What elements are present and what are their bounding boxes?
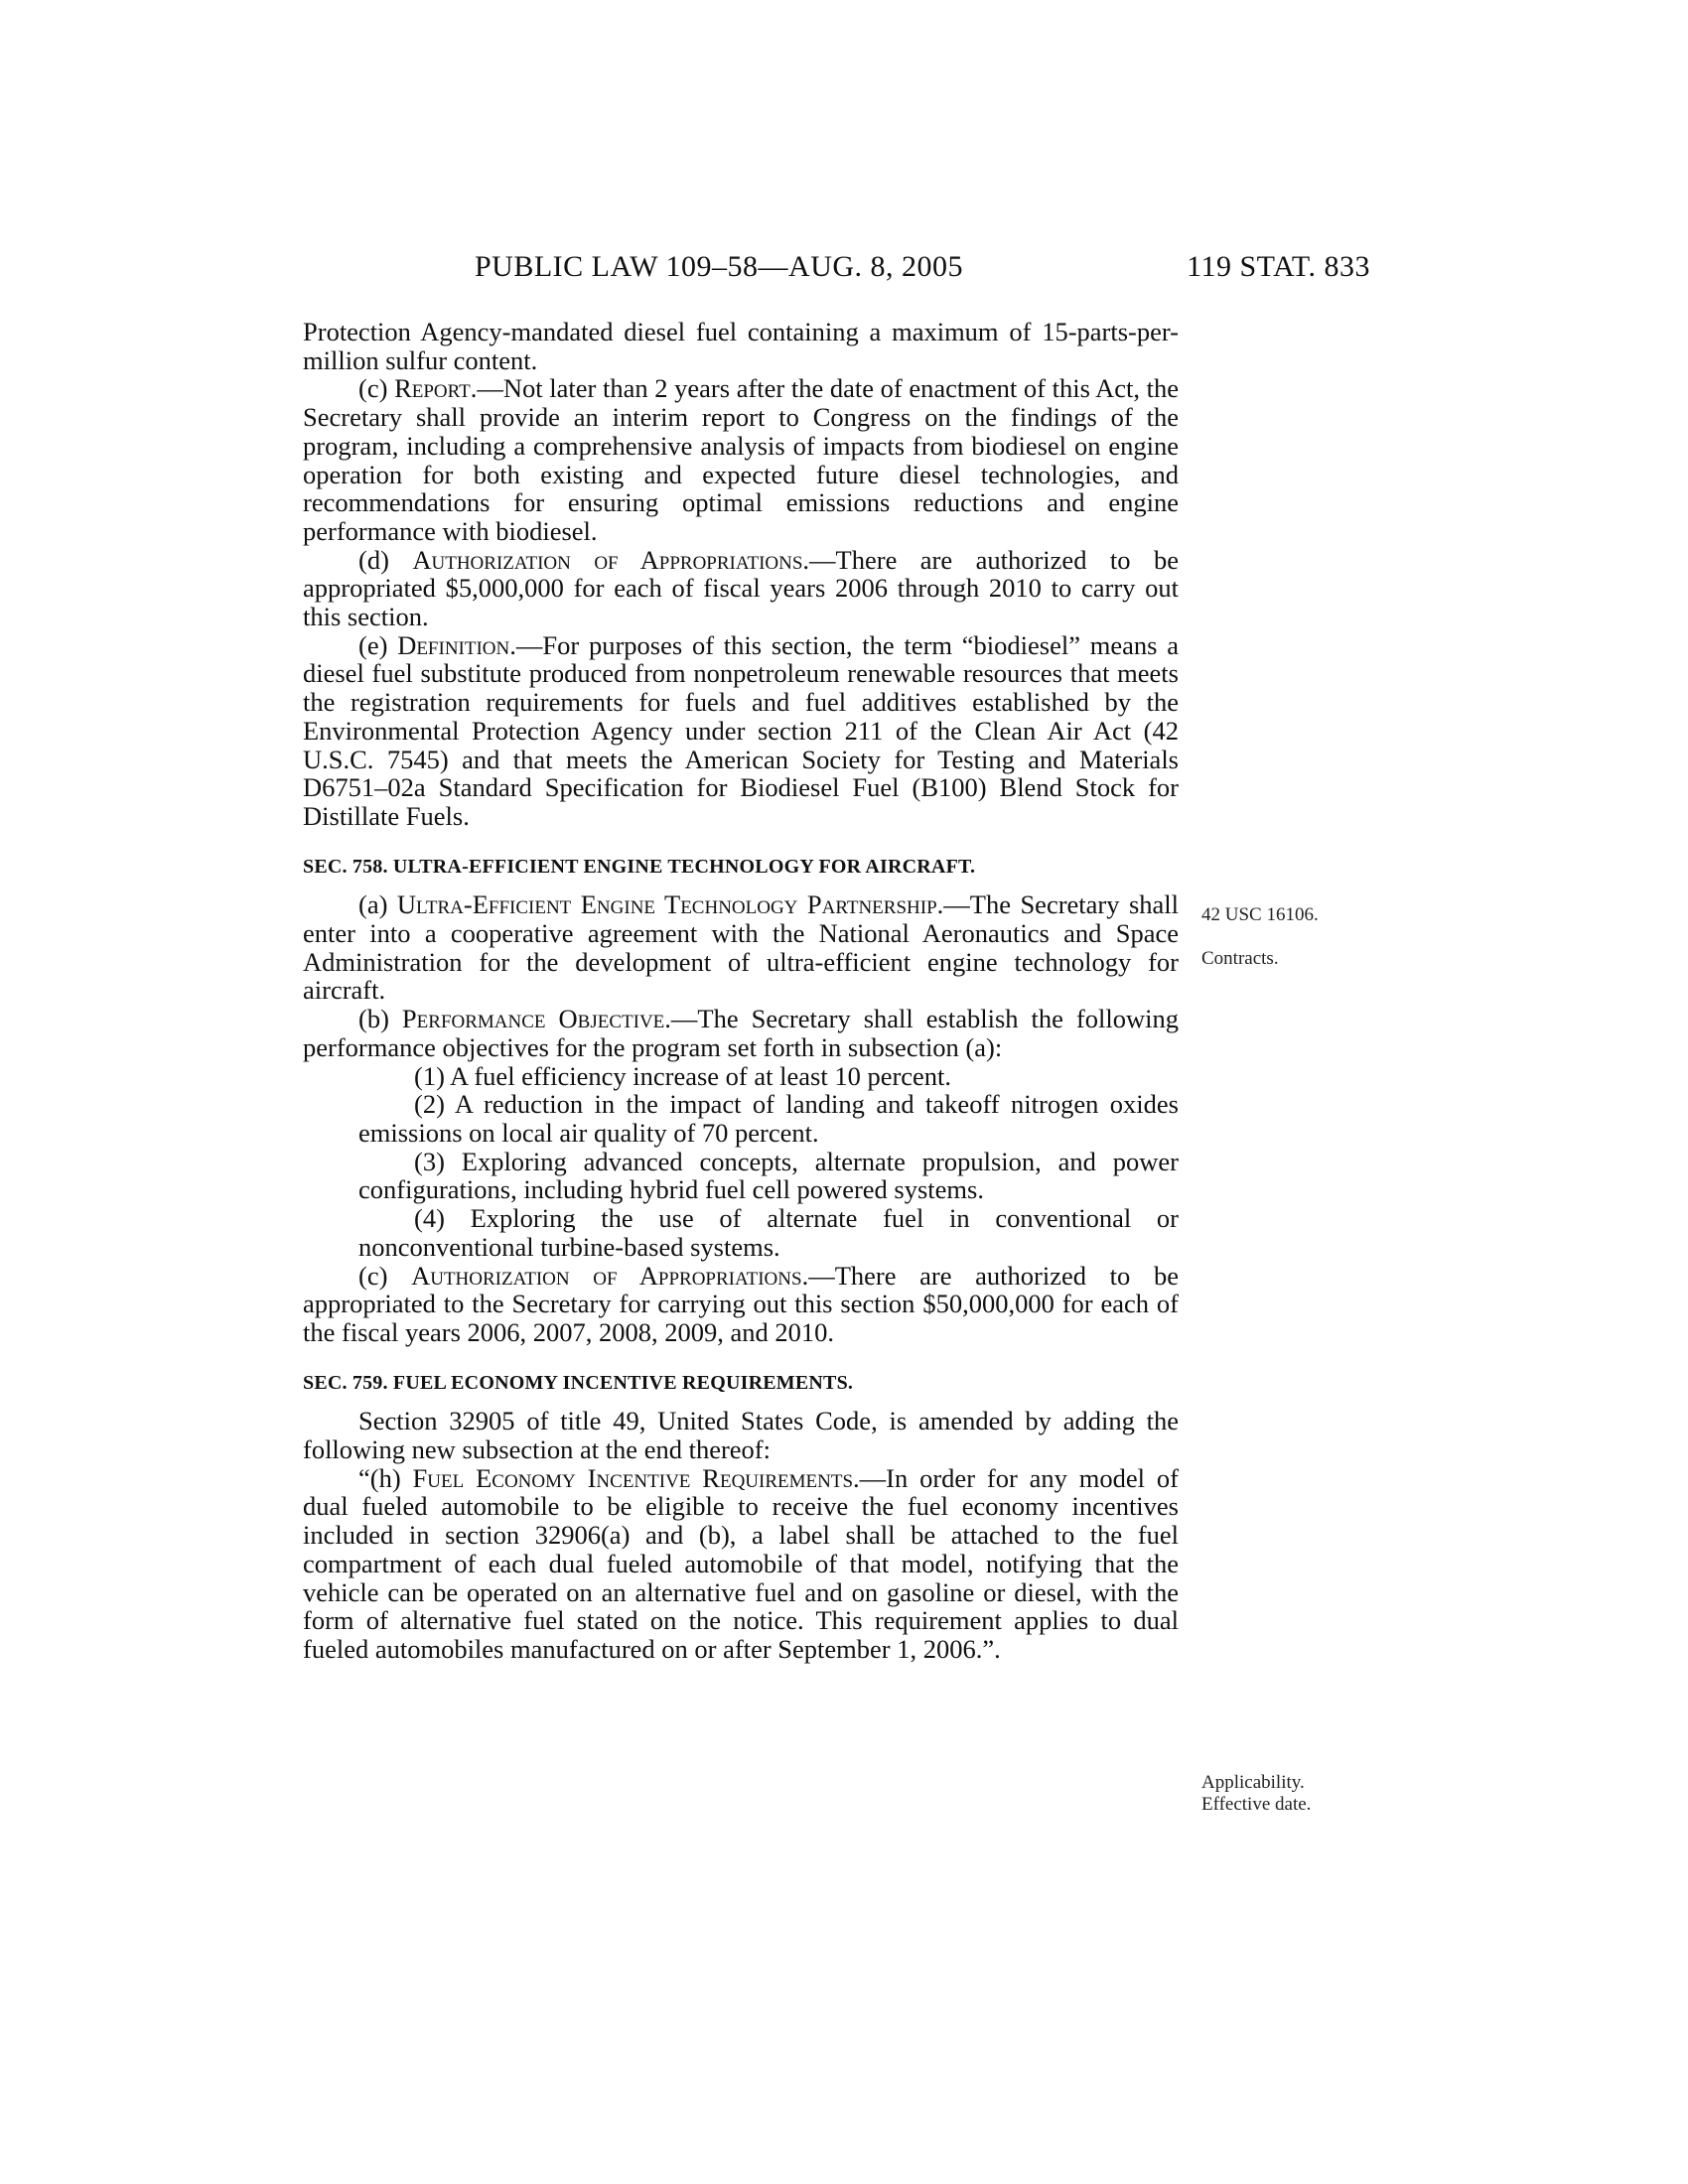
section-759-subsection-h: “(h) Fuel Economy Incentive Requirements.—In order for any model of dual fueled automobile to be eligible to receive the fuel economy incentives included in section 32906(a) and (b), a label shall be attached to the fuel compartment of each dual fueled automobile of that model, notifying that the vehicle can be operated on an alternative fuel and on gasoline or diesel, with the form of alternative fuel stated on the notice. This requirement applies to dual fueled automobiles manufactured on or after September 1, 2006.”. (303, 1462, 1179, 1664)
statute-page-number: 119 STAT. 833 (1187, 250, 1370, 283)
objective-item-4: (4) Exploring the use of alternate fuel in conventional or nonconventional turbine-based systems. (358, 1203, 1179, 1262)
subsection-e-definition: (e) Definition.—For purposes of this section, the term “biodiesel” means a diesel fuel substitute produced from nonpetroleum renewable resources that meets the registration requirements for fuels and fuel additives established by the Environmental Protection Agency under section 211 of the Clean Air Act (42 U.S.C. 7545) and that meets the American Society for Testing and Materials D6751–02a Standard Specification for Biodiesel Fuel (B100) Blend Stock for Distillate Fuels. (303, 629, 1179, 831)
section-759-heading: SEC. 759. FUEL ECONOMY INCENTIVE REQUIREMENTS. (303, 1371, 854, 1394)
margin-note-effective-date: Effective date. (1201, 1794, 1312, 1815)
section-758-subsection-a: (a) Ultra-Efficient Engine Technology Partnership.—The Secretary shall enter into a cooperative agreement with the National Aeronautics and Space Administration for the development of ultra-efficient engine technology for aircraft. (303, 889, 1179, 1006)
subsection-heading: Authorization of Appropriations (411, 1260, 802, 1291)
subsection-heading: Performance Objective (401, 1004, 665, 1034)
section-758-subsection-b: (b) Performance Objective.—The Secretary shall establish the following performance objectives for the program set forth in subsection (a): (303, 1004, 1179, 1062)
objective-item-2: (2) A reduction in the impact of landing and takeoff nitrogen oxides emissions on local air quality of 70 percent. (358, 1089, 1179, 1148)
margin-note-usc: 42 USC 16106. (1201, 904, 1319, 925)
subsection-heading: Authorization of Appropriations (412, 544, 803, 575)
subsection-d-authorization: (d) Authorization of Appropriations.—There are authorized to be appropriated $5,000,000 for each of fiscal years 2006 through 2010 to carry out this section. (303, 544, 1179, 632)
section-758-heading: SEC. 758. ULTRA-EFFICIENT ENGINE TECHNOLOGY FOR AIRCRAFT. (303, 855, 976, 878)
subsection-heading: Ultra-Efficient Engine Technology Partnership (396, 889, 937, 920)
margin-note-applicability: Applicability. (1201, 1772, 1305, 1793)
objective-item-1: (1) A fuel efficiency increase of at least 10 percent. (414, 1060, 952, 1091)
document-body (303, 318, 1179, 1664)
section-759-intro: Section 32905 of title 49, United States Code, is amended by adding the following new subsection at the end thereof: (303, 1406, 1179, 1465)
subsection-heading: Definition (397, 629, 510, 660)
public-law-citation: PUBLIC LAW 109–58—AUG. 8, 2005 (475, 250, 964, 283)
subsection-heading: Report (394, 373, 471, 404)
margin-note-contracts: Contracts. (1201, 948, 1279, 969)
page-header (298, 250, 1370, 290)
section-758-subsection-c: (c) Authorization of Appropriations.—There are authorized to be appropriated to the Secretary for carrying out this section $50,000,000 for each of the fiscal years 2006, 2007, 2008, 2009, and 2010. (303, 1260, 1179, 1347)
objective-item-3: (3) Exploring advanced concepts, alternate propulsion, and power configurations, including hybrid fuel cell powered systems. (358, 1146, 1179, 1205)
subsection-c-report: (c) Report.—Not later than 2 years after the date of enactment of this Act, the Secretary shall provide an interim report to Congress on the findings of the program, including a comprehensive analysis of impacts from biodiesel on engine operation for both existing and expected future diesel technologies, and recommendations for ensuring optimal emissions reductions and engine performance with biodiesel. (303, 373, 1179, 546)
paragraph-continuation: Protection Agency-mandated diesel fuel containing a maximum of 15-parts-per-million sulfur content. (303, 317, 1179, 375)
subsection-heading: Fuel Economy Incentive Requirements (412, 1462, 854, 1493)
